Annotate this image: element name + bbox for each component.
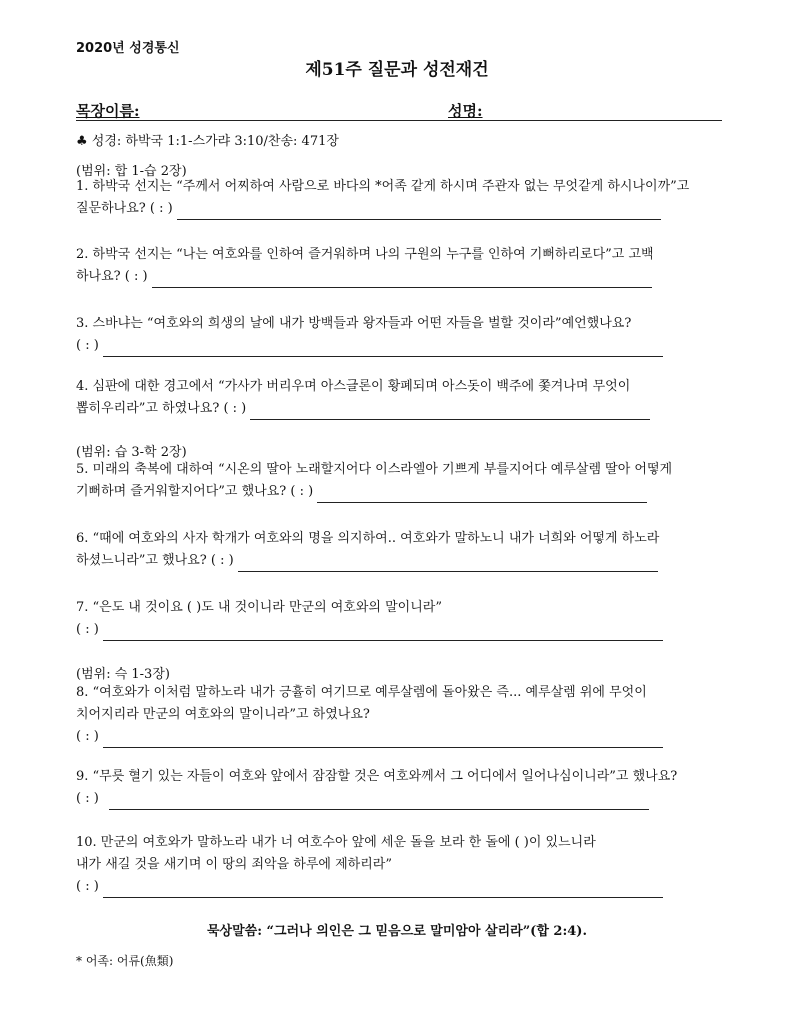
question-9-prompt: ( : ): [76, 791, 99, 806]
question-6-line-1: 6. “때에 여호와의 사자 학개가 여호와의 명을 의지하여.. 여호와가 말하노니 내가 너희와 어떻게 하노라: [76, 531, 660, 546]
question-4-line-2: [76, 398, 726, 420]
question-10-line-1: 10. 만군의 여호와가 말하노라 내가 너 여호수아 앞에 세운 돌을 보라 한 돌에 ( )이 있느니라: [76, 835, 596, 850]
answer-blank-1[interactable]: [177, 205, 661, 220]
person-name-label: 성명:: [448, 102, 483, 120]
question-9-line-2: [76, 788, 726, 810]
question-8-prompt: ( : ): [76, 729, 99, 744]
section-range-3: (범위: 슥 1-3장): [76, 667, 170, 682]
parish-name-label: 목장이름:: [76, 102, 140, 120]
scripture-reading: ♣ 성경: 하박국 1:1-스가랴 3:10/찬송: 471장: [76, 134, 339, 149]
question-1-prompt: 질문하나요? ( : ): [76, 201, 173, 216]
question-10-line-2: 내가 새길 것을 새기며 이 땅의 죄악을 하루에 제하리라”: [76, 857, 392, 872]
answer-blank-2[interactable]: [152, 273, 652, 288]
question-3-line-2: [76, 335, 726, 357]
answer-blank-6[interactable]: [238, 557, 658, 572]
answer-blank-8[interactable]: [103, 733, 663, 748]
answer-blank-4[interactable]: [250, 405, 650, 420]
question-6-prompt: 하셨느니라”고 했나요? ( : ): [76, 553, 234, 568]
question-4: [76, 376, 726, 420]
section-range-1: (범위: 합 1-습 2장): [76, 164, 187, 179]
question-2: [76, 244, 726, 288]
question-6-line-2: [76, 550, 726, 572]
question-5: [76, 459, 726, 503]
question-5-prompt: 기뻐하며 즐거워할지어다”고 했나요? ( : ): [76, 484, 314, 499]
question-2-line-1: 2. 하박국 선지는 “나는 여호와를 인하여 즐거워하며 나의 구원의 누구를 인하여 기뻐하리로다”고 고백: [76, 247, 654, 262]
question-7-line-2: [76, 619, 726, 641]
footnote: * 어족: 어류(魚類): [76, 954, 174, 968]
question-1: [76, 176, 726, 220]
question-10: [76, 832, 726, 898]
meditation-verse: 묵상말씀: “그러나 의인은 그 믿음으로 말미암아 살리라”(합 2:4).: [207, 924, 587, 939]
question-3-line-1: 3. 스바냐는 “여호와의 희생의 날에 내가 방백들과 왕자들과 어떤 자들을 벌할 것이라”예언했나요?: [76, 316, 632, 331]
page-title: 제51주 질문과 성전재건: [305, 60, 489, 80]
question-1-line-1: 1. 하박국 선지는 “주께서 어찌하여 사람으로 바다의 *어족 같게 하시며 주관자 없는 무엇같게 하시나이까”고: [76, 179, 690, 194]
question-6: [76, 528, 726, 572]
series-label: 2020년 성경통신: [76, 41, 180, 56]
question-10-prompt: ( : ): [76, 879, 99, 894]
question-4-prompt: 뽑히우리라”고 하였나요? ( : ): [76, 401, 247, 416]
answer-blank-7[interactable]: [103, 626, 663, 641]
question-5-line-1: 5. 미래의 축복에 대하여 “시온의 딸아 노래할지어다 이스라엘아 기쁘게 부를지어다 예루살렘 딸아 어떻게: [76, 462, 673, 477]
question-7-prompt: ( : ): [76, 622, 99, 637]
section-range-2: (범위: 습 3-학 2장): [76, 445, 187, 460]
answer-blank-9[interactable]: [109, 795, 649, 810]
question-8-line-1: 8. “여호와가 이처럼 말하노라 내가 긍휼히 여기므로 예루살렘에 돌아왔은 즉... 예루살렘 위에 무엇이: [76, 685, 647, 700]
question-9-line-1: 9. “무릇 혈기 있는 자들이 여호와 앞에서 잠잠할 것은 여호와께서 그 어디에서 일어나심이니라”고 했나요?: [76, 769, 678, 784]
answer-blank-10[interactable]: [103, 883, 663, 898]
question-2-prompt: 하나요? ( : ): [76, 269, 148, 284]
question-1-line-2: [76, 198, 726, 220]
question-5-line-2: [76, 481, 726, 503]
answer-blank-5[interactable]: [317, 488, 647, 503]
question-7: [76, 597, 726, 641]
question-7-line-1: 7. “은도 내 것이요 ( )도 내 것이니라 만군의 여호와의 말이니라”: [76, 600, 442, 615]
question-3: [76, 313, 726, 357]
question-10-line-3: [76, 876, 726, 898]
question-8: [76, 682, 726, 748]
name-row: [76, 100, 722, 121]
answer-blank-3[interactable]: [103, 342, 663, 357]
question-4-line-1: 4. 심판에 대한 경고에서 “가사가 버리우며 아스글론이 황폐되며 아스돗이 백주에 쫓겨나며 무엇이: [76, 379, 631, 394]
question-3-prompt: ( : ): [76, 338, 99, 353]
question-8-line-3: [76, 726, 726, 748]
question-8-line-2: 치어지리라 만군의 여호와의 말이니라”고 하였나요?: [76, 707, 370, 722]
question-2-line-2: [76, 266, 726, 288]
question-9: [76, 766, 726, 810]
